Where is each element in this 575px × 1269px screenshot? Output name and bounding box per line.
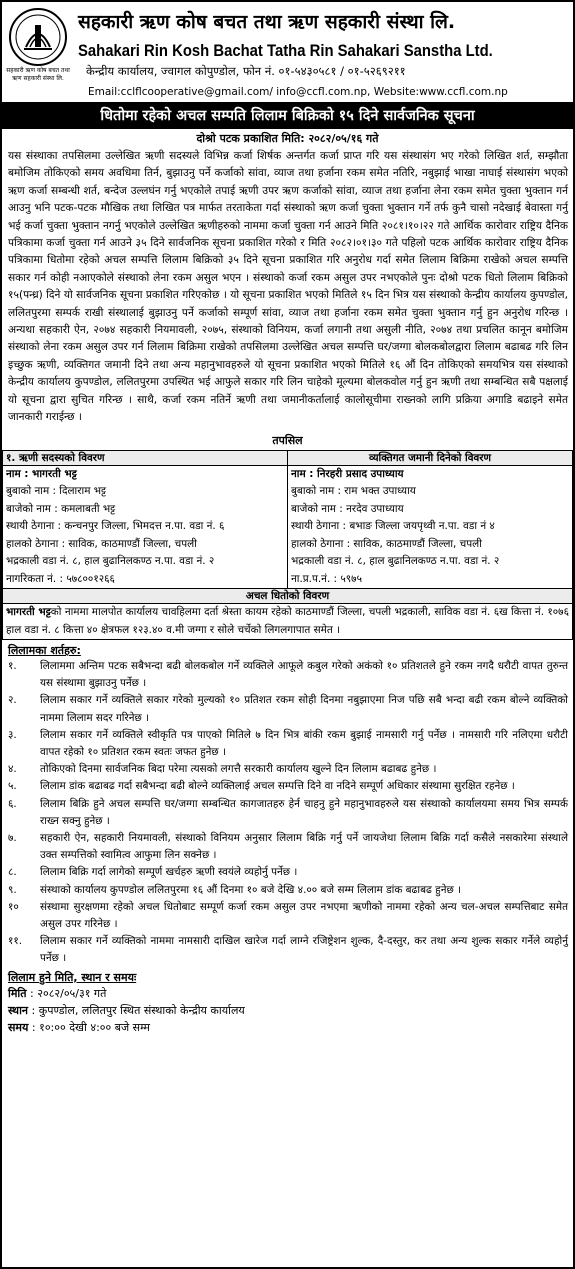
auction-info-title: लिलाम हुने मिति, स्थान र समयः: [8, 970, 137, 984]
org-name-nepali: सहकारी ऋण कोष बचत तथा ऋण सहकारी संस्था लि.: [78, 11, 456, 33]
condition-number: ५.: [8, 780, 17, 793]
property-description-cell: [3, 604, 573, 640]
guarantor-grandfather: बाजेको नाम : नरदेव उपाध्याय: [291, 502, 404, 515]
condition-item: [8, 727, 568, 761]
office-contact-line: केन्द्रीय कार्यालय, ज्वागल कोपुण्डोल, फोन नं. ०१-५४३०५८१ / ०१-५२६९२११: [86, 64, 406, 78]
details-header-row: [3, 450, 573, 465]
borrower-current-address-2: भद्रकाली वडा नं. ८, हाल बुढानिलकण्ठ न.पा. वडा नं. २: [6, 555, 215, 567]
property-header-row: [3, 589, 573, 604]
guarantor-permanent-address: स्थायी ठेगाना : बभाङ जिल्ला जयपृथ्वी न.पा. वडा नं ४: [291, 520, 495, 532]
property-owner: भागरती भट्ट: [6, 606, 51, 618]
condition-number: ४.: [8, 763, 17, 776]
logo-caption: सहकारी ऋण कोष बचत तथा ऋण सहकारी संस्था लि.: [6, 67, 70, 82]
condition-item: [8, 882, 568, 899]
org-name-english: Sahakari Rin Kosh Bachat Tatha Rin Sahakari Sanstha Ltd.: [78, 42, 493, 60]
conditions-title: लिलामका शर्तहरु:: [8, 644, 81, 657]
auction-place-value: : कुपण्डोल, ललितपुर स्थित संस्थाको केन्द्रीय कार्यालय: [31, 1003, 245, 1017]
condition-item: [8, 864, 568, 881]
condition-text: संस्थाको कार्यालय कुपण्डोल ललितपुरमा १६ औं दिनमा १० बजे देखि ४.०० बजे सम्म लिलाम डांक बढाबढ हुनेछ ।: [40, 883, 461, 896]
borrower-details: [3, 465, 288, 589]
condition-number: ७.: [8, 832, 17, 845]
condition-number: ११.: [8, 935, 23, 948]
notice-body: यस संस्थाका तपसिलमा उल्लेखित ऋणी सदस्यले विभिन्न कर्जा शिर्षक अन्तर्गत कर्जा प्राप्त गरि यस संस्थासंग भए गरेको लिखित शर्त, सम्झौता बमोजिम तोकिएको समय अवधिमा तिर्न, बुझाउनु पर्ने कर्जाको सांवा, व्याज तथा हर्जाना रकम समेत नतिरि, नबुझाई भाखा नाघाई संस्थासंग भएको ऋण कर्जा सम्बन्धी शर्त, बन्देज उल्लघंन गर्नु भएकोले तपाई ऋणी उपर ऋण कर्जाको सांवा, व्याज तथा हर्जाना लेना रकम समेत चुक्ता भुक्तान गर्न आउनु भनि पटक-पटक मौखिक तथा लिखित पत्र मार्फत तरताकेता गर्दा संस्थाको ऋण कर्जा चुक्ता भुक्तान गर्ने तर्फ कुनै चासो नदेखाई बेवास्ता गर्नु भई कर्जा चुक्ता भुक्तान नगर्नु भएकोले उल्लेखित ऋणीहरुको नाममा कर्जा चुक्ता गर्न आउने मिति २०८१।१०।२२ गते आर्थिक कारोवार राष्ट्रिय दैनिक पत्रिकामा कर्जा चुक्ता गर्न आउने ३५ दिने सार्वजनिक सूचना प्रकाशित गरेको र मिति २०८२।०१।३० गते पहिलो पटक आर्थिक कारोवार राष्ट्रिय दैनिक पत्रिकामा धितोमा रहेको अचल सम्पत्ति लिलाम बिक्रिको ३५ दिने सूचना प्रकाशित गरि अनुरोध गर्दा समेत लिलाम बिक्रिमा राखेको अचल सम्पत्ति सकार गर्न कोही नआएकोले संस्थाको लेना रकम असुल भएन । संस्थाको कर्जा रकम असुल उपर नभएकोले पुनः दोश्रो पटक धितो लिलाम बिक्रिको १५(पन्ध्र) दिने यो सार्वजनिक सूचना प्रकाशित गरिएकोछ । यो सूचना प्रकाशित भएको मितिले १५ दिन भित्र यस संस्थाको केन्द्रीय कार्यालय कुपण्डोल, ललितपुरमा सम्पर्क राखी संस्थालाई बुझाउनु पर्ने कर्जाको सम्पूर्ण सांवा, व्याज तथा हर्जाना रकम समेत चुक्ता भुक्तान गर्नु हुन अनुरोध गरिन्छ । अन्यथा सहकारी ऐन, २०७४ सहकारी नियमावली, २०७५, संस्थाको विनियम, कर्जा लगानी तथा असुली नीति, २०७४ तथा प्रचलित कानून बमोजिम संस्थाको लेना रकम असुल उपर गर्न लिलाम बिक्रिमा राखेको तपसिलमा उल्लेखित अचल सम्पत्ति घर/जग्गा बोलकबोलद्वारा लिलाम बढाबढ गरि लिन इच्छुक ऋणी, व्यक्तिगत जमानी दिने तथा अन्य महानुभावहरुले यो सूचना प्रकाशित भएको मितिले १६ औं दिन तोकिएको समयभित्र यस संस्थाको केन्द्रीय कार्यालय कुपण्डोल, ललितपुरमा उपस्थित भई आफुले सकार गरि लिन चाहेको मूल्यमा बोलकवोल गर्नु हुन ऋणी तथा सम्बन्धित सबै पक्षलाई यो सूचना द्वारा सुचित गरिन्छ । साथै, कर्जा रकम नतिर्ने ऋणी तथा जमानीकर्तालाई कालोसूचीमा राख्नको लागि प्रक्रिया अगाडि बढाइने समेत जानकारी गराईन्छ ।: [8, 150, 568, 424]
property-description: को नाममा मालपोत कार्यालय चावहिलमा दर्ता श्रेस्ता कायम रहेको काठमाण्डौं जिल्ला, चपली भद्रकाली, साविक वडा नं. ६ख कित्ता नं. १०७६ हाल वडा नं. ८ कित्ता ४० क्षेत्रफल १२३.४० व.मी जग्गा र सोले चर्चेको लिगलगापात समेत ।: [6, 606, 569, 636]
auction-place-row: [2, 1002, 573, 1019]
condition-number: १०: [8, 900, 19, 913]
guarantor-name: नाम : निरहरी प्रसाद उपाध्याय: [291, 467, 404, 480]
details-heading: तपसिल: [272, 433, 303, 447]
condition-item: [8, 761, 568, 778]
auction-date-label: मिति: [8, 986, 27, 1000]
auction-place-label: स्थान: [8, 1003, 29, 1017]
publication-date: दोश्रो पटक प्रकाशित मिति: २०८२/०५/१६ गते: [196, 132, 379, 145]
condition-item: [8, 692, 568, 726]
details-table: [2, 450, 573, 641]
cooperative-logo-icon: [8, 7, 68, 67]
auction-date-value: : २०८२/०५/३१ गते: [30, 986, 107, 1000]
condition-text: तोकिएको दिनमा सार्वजनिक बिदा परेमा त्यसको लगत्तै सरकारी कार्यालय खुल्ने दिन लिलाम बढाबढ हुनेछ ।: [40, 763, 437, 776]
auction-time-value: : १०:०० देखी ४:०० बजे सम्म: [31, 1020, 150, 1034]
condition-number: १.: [8, 660, 17, 672]
guarantor-current-address: हालको ठेगाना : साविक, काठमाण्डौं जिल्ला, चपली: [291, 537, 482, 550]
borrower-name: नाम : भागरती भट्ट: [6, 467, 77, 480]
email-website-line: Email:cclflcooperative@gmail.com/ info@ccfl.com.np, Website:www.ccfl.com.np: [88, 86, 508, 98]
auction-time-label: समय: [8, 1020, 29, 1034]
condition-number: २.: [8, 694, 17, 707]
condition-text: लिलाम डांक बढाबढ गर्दा सबैभन्दा बढी बोल्ने व्यक्तिलाई अचल सम्पत्ति दिने वा नदिने सम्पूर्ण अधिकार संस्थामा सुरक्षित रहनेछ ।: [40, 780, 515, 793]
auction-time-row: [2, 1019, 573, 1036]
condition-item: [8, 778, 568, 795]
borrower-grandfather: बाजेको नाम : कमलाबती भट्ट: [6, 502, 116, 515]
guarantor-father: बुबाको नाम : राम भक्त उपाध्याय: [291, 485, 416, 497]
borrower-father: बुबाको नाम : दिलाराम भट्ट: [6, 485, 107, 497]
auction-date-row: [2, 985, 573, 1002]
condition-number: ६.: [8, 797, 17, 810]
condition-item: [8, 830, 568, 864]
condition-number: ३.: [8, 728, 17, 741]
borrower-citizenship: नागरिकता नं. : ५७८००१२६६: [6, 572, 115, 585]
guarantor-current-address-2: भद्रकाली वडा नं. ८, हाल बुढानिलकण्ठ न.पा. वडा नं. २: [291, 555, 500, 567]
property-header: अचल धितोको विवरण: [3, 589, 573, 604]
condition-text: लिलाम सकार गर्ने व्यक्तिले सकार गरेको मुल्यको १० प्रतिशत रकम सोही दिनमा नबुझाएमा निज पछि सबै भन्दा बढी रकम बोल्ने व्यक्तिको नाममा लिलाम सदर गरिनेछ ।: [40, 694, 568, 724]
condition-text: लिलाम सकार गर्ने व्यक्तिको नाममा नामसारी दाखिल खारेज गर्दा लाग्ने रजिष्ट्रेशन शुल्क, दै-दस्तुर, कर तथा अन्य शुल्क सकार गर्नेले व्यहोर्नु पर्नेछ ।: [40, 935, 568, 965]
condition-item: [8, 899, 568, 933]
notice-title: धितोमा रहेको अचल सम्पति लिलाम बिक्रिको १५ दिने सार्वजनिक सूचना: [2, 103, 573, 129]
condition-item: [8, 658, 568, 692]
guarantor-citizenship: ना.प्र.प.नं. : ५९७५: [291, 572, 362, 585]
borrower-header: १. ऋणी सदस्यको विवरण: [3, 450, 288, 465]
guarantor-details: [288, 465, 573, 589]
borrower-current-address: हालको ठेगाना : साविक, काठमाण्डौं जिल्ला, चपली: [6, 537, 197, 550]
condition-text: लिलाम बिक्रि हुने अचल सम्पत्ति घर/जग्गा सम्बन्धित कागजातहरु हेर्न चाहनु हुने महानुभावहरुले यस संस्थाको कार्यालयमा समय भित्र सम्पर्क राख्न सक्नु हुनेछ ।: [40, 797, 568, 827]
condition-text: लिलाममा अन्तिम पटक सबैभन्दा बढी बोलकबोल गर्ने व्यक्तिले आफूले कबुल गरेको अकंको १० प्रतिशतले हुने रकम नगदै धरौटी वापत तुरुन्त यस संस्थामा बुझाउनु पर्नेछ ।: [40, 660, 568, 690]
guarantor-header: व्यक्तिगत जमानी दिनेको विवरण: [288, 450, 573, 465]
borrower-permanent-address: स्थायी ठेगाना : कन्चनपुर जिल्ला, भिमदत्त न.पा. वडा नं. ६: [6, 520, 225, 532]
details-row: [3, 465, 573, 589]
condition-text: लिलाम बिक्रि गर्दा लागेको सम्पूर्ण खर्चहरु ऋणी स्वयंले व्यहोर्नु पर्नेछ ।: [40, 866, 298, 879]
condition-item: [8, 796, 568, 830]
condition-item: [8, 933, 568, 967]
header: [2, 2, 573, 103]
condition-text: संस्थामा सुरक्षणमा रहेको अचल धितोबाट सम्पूर्ण कर्जा रकम असुल उपर नभएमा ऋणीको नाममा रहेको अन्य चल-अचल सम्पत्तिबाट समेत असुल उपर गरिनेछ ।: [40, 900, 568, 931]
condition-text: लिलाम सकार गर्ने व्यक्तिले स्वीकृति पत्र पाएको मितिले ७ दिन भित्र बांकी रकम बुझाई नामसारी गर्नु पर्नेछ । नामसारी गरि नलिएमा धरौटी वापत रहेको १० प्रतिशत रकम स्वतः जफत हुनेछ ।: [40, 728, 568, 759]
condition-text: सहकारी ऐन, सहकारी नियमावली, संस्थाको विनियम अनुसार लिलाम बिक्रि गर्नु पर्ने जायजेथा लिलाम बिक्रि गर्दा कसैले नसकारेमा संस्थाले उक्त सम्पत्तिको स्वामित्व आफुमा लिन सक्नेछ ।: [40, 832, 568, 862]
conditions-list: [2, 658, 573, 968]
property-row: [3, 604, 573, 640]
condition-number: ८.: [8, 866, 17, 879]
condition-number: ९.: [8, 883, 17, 896]
